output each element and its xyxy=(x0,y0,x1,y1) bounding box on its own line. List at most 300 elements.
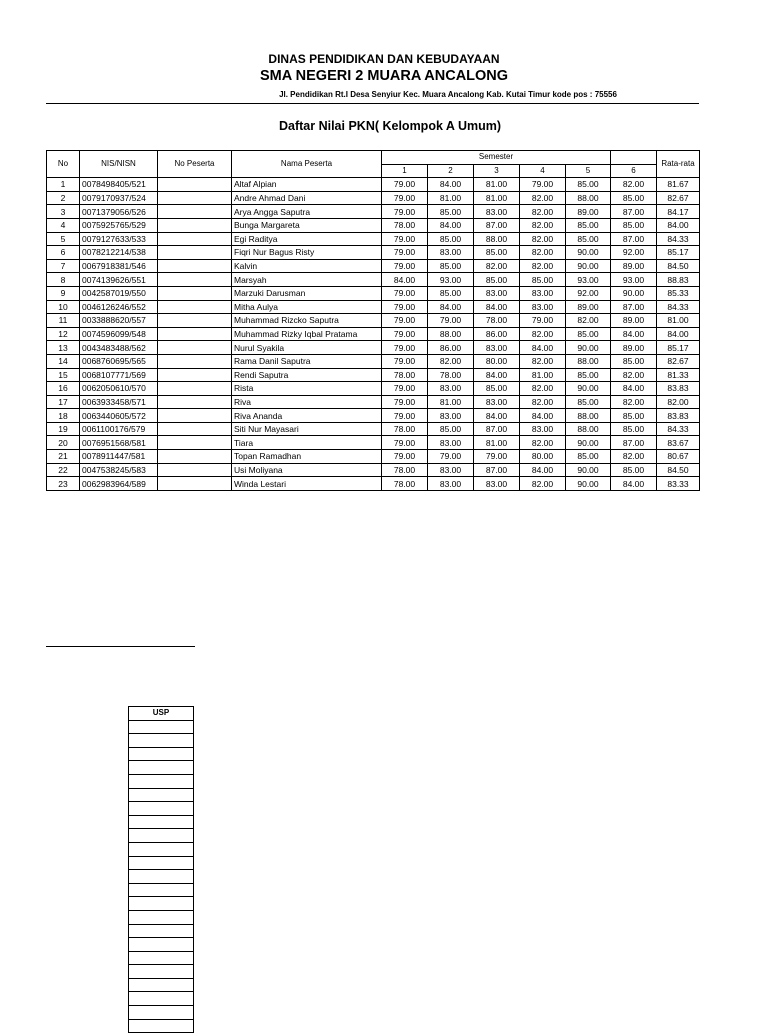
row-semester-5: 88.00 xyxy=(566,191,611,205)
usp-cell xyxy=(129,774,194,788)
table-row xyxy=(47,205,700,219)
row-semester-1: 79.00 xyxy=(382,191,428,205)
row-semester-3: 82.00 xyxy=(474,259,520,273)
row-semester-5: 90.00 xyxy=(566,341,611,355)
row-semester-2: 83.00 xyxy=(428,246,474,260)
row-rata-rata: 81.33 xyxy=(657,368,700,382)
row-no-peserta xyxy=(158,191,232,205)
row-semester-1: 79.00 xyxy=(382,327,428,341)
usp-cell xyxy=(129,788,194,802)
table-row xyxy=(47,286,700,300)
row-semester-3: 85.00 xyxy=(474,246,520,260)
row-no-peserta xyxy=(158,232,232,246)
row-no: 21 xyxy=(47,450,80,464)
row-semester-6: 87.00 xyxy=(611,232,657,246)
usp-cell xyxy=(129,1006,194,1020)
header-no: No xyxy=(47,151,80,178)
header-rata-rata: Rata-rata xyxy=(657,151,700,178)
usp-cell xyxy=(129,897,194,911)
row-semester-4: 82.00 xyxy=(520,191,566,205)
row-semester-4: 79.00 xyxy=(520,314,566,328)
row-nis: 0043483488/562 xyxy=(80,341,158,355)
row-semester-6: 89.00 xyxy=(611,259,657,273)
row-semester-2: 88.00 xyxy=(428,327,474,341)
row-semester-3: 87.00 xyxy=(474,422,520,436)
row-nama: Rista xyxy=(232,382,382,396)
row-semester-5: 88.00 xyxy=(566,409,611,423)
row-semester-3: 85.00 xyxy=(474,382,520,396)
row-rata-rata: 84.50 xyxy=(657,259,700,273)
row-semester-2: 81.00 xyxy=(428,395,474,409)
row-semester-3: 87.00 xyxy=(474,463,520,477)
row-no: 13 xyxy=(47,341,80,355)
row-semester-5: 90.00 xyxy=(566,436,611,450)
row-semester-3: 83.00 xyxy=(474,205,520,219)
row-nama: Marsyah xyxy=(232,273,382,287)
row-semester-4: 80.00 xyxy=(520,450,566,464)
row-semester-2: 78.00 xyxy=(428,368,474,382)
row-rata-rata: 82.67 xyxy=(657,354,700,368)
row-nama: Rendi Saputra xyxy=(232,368,382,382)
row-semester-5: 85.00 xyxy=(566,327,611,341)
row-semester-5: 90.00 xyxy=(566,382,611,396)
row-nis: 0078498405/521 xyxy=(80,178,158,192)
row-nama: Arya Angga Saputra xyxy=(232,205,382,219)
row-nis: 0076951568/581 xyxy=(80,436,158,450)
row-no-peserta xyxy=(158,463,232,477)
usp-cell xyxy=(129,1019,194,1033)
signature-line xyxy=(46,646,195,647)
row-semester-6: 82.00 xyxy=(611,178,657,192)
row-rata-rata: 81.00 xyxy=(657,314,700,328)
row-nama: Winda Lestari xyxy=(232,477,382,491)
header-sem-2: 2 xyxy=(428,164,474,178)
row-nama: Siti Nur Mayasari xyxy=(232,422,382,436)
row-semester-6: 82.00 xyxy=(611,395,657,409)
row-rata-rata: 84.50 xyxy=(657,463,700,477)
row-nama: Kalvin xyxy=(232,259,382,273)
row-semester-6: 93.00 xyxy=(611,273,657,287)
row-semester-6: 82.00 xyxy=(611,368,657,382)
row-semester-4: 85.00 xyxy=(520,273,566,287)
usp-row xyxy=(129,938,194,952)
usp-row xyxy=(129,992,194,1006)
row-semester-4: 82.00 xyxy=(520,259,566,273)
table-row xyxy=(47,259,700,273)
row-no-peserta xyxy=(158,368,232,382)
row-no-peserta xyxy=(158,259,232,273)
row-no-peserta xyxy=(158,395,232,409)
row-semester-5: 90.00 xyxy=(566,246,611,260)
row-semester-6: 84.00 xyxy=(611,382,657,396)
row-no: 8 xyxy=(47,273,80,287)
table-row xyxy=(47,409,700,423)
row-no-peserta xyxy=(158,341,232,355)
row-semester-2: 85.00 xyxy=(428,205,474,219)
agency-name: DINAS PENDIDIKAN DAN KEBUDAYAAN xyxy=(268,52,500,66)
row-nama: Fiqri Nur Bagus Risty xyxy=(232,246,382,260)
row-semester-4: 84.00 xyxy=(520,463,566,477)
row-semester-3: 81.00 xyxy=(474,178,520,192)
usp-row xyxy=(129,1019,194,1033)
row-rata-rata: 85.17 xyxy=(657,246,700,260)
usp-row xyxy=(129,815,194,829)
row-semester-2: 82.00 xyxy=(428,354,474,368)
table-row xyxy=(47,422,700,436)
row-no-peserta xyxy=(158,422,232,436)
row-semester-5: 85.00 xyxy=(566,218,611,232)
usp-cell xyxy=(129,910,194,924)
school-name: SMA NEGERI 2 MUARA ANCALONG xyxy=(259,68,509,84)
row-semester-5: 90.00 xyxy=(566,259,611,273)
usp-row xyxy=(129,924,194,938)
row-semester-4: 83.00 xyxy=(520,300,566,314)
row-semester-2: 84.00 xyxy=(428,218,474,232)
row-nis: 0068760695/565 xyxy=(80,354,158,368)
table-row xyxy=(47,273,700,287)
row-semester-1: 79.00 xyxy=(382,205,428,219)
row-nis: 0074139626/551 xyxy=(80,273,158,287)
row-rata-rata: 84.33 xyxy=(657,300,700,314)
usp-cell xyxy=(129,965,194,979)
usp-cell xyxy=(129,924,194,938)
row-rata-rata: 85.33 xyxy=(657,286,700,300)
row-semester-2: 84.00 xyxy=(428,300,474,314)
header-no-peserta: No Peserta xyxy=(158,151,232,178)
school-address: Jl. Pendidikan Rt.I Desa Senyiur Kec. Muara Ancalong Kab. Kutai Timur kode pos : 75556 xyxy=(279,90,617,99)
row-semester-5: 89.00 xyxy=(566,300,611,314)
row-nis: 0079170937/524 xyxy=(80,191,158,205)
row-semester-4: 82.00 xyxy=(520,205,566,219)
usp-cell xyxy=(129,829,194,843)
table-row xyxy=(47,382,700,396)
row-rata-rata: 84.17 xyxy=(657,205,700,219)
row-semester-4: 82.00 xyxy=(520,246,566,260)
row-semester-1: 79.00 xyxy=(382,395,428,409)
row-no-peserta xyxy=(158,178,232,192)
row-semester-6: 84.00 xyxy=(611,477,657,491)
header-nis: NIS/NISN xyxy=(80,151,158,178)
row-semester-2: 85.00 xyxy=(428,286,474,300)
row-semester-3: 87.00 xyxy=(474,218,520,232)
row-semester-4: 83.00 xyxy=(520,422,566,436)
row-semester-1: 78.00 xyxy=(382,422,428,436)
row-semester-5: 92.00 xyxy=(566,286,611,300)
row-semester-6: 85.00 xyxy=(611,354,657,368)
row-semester-1: 78.00 xyxy=(382,463,428,477)
row-no: 3 xyxy=(47,205,80,219)
row-no: 16 xyxy=(47,382,80,396)
row-nis: 0062983964/589 xyxy=(80,477,158,491)
row-semester-5: 93.00 xyxy=(566,273,611,287)
row-nis: 0078212214/538 xyxy=(80,246,158,260)
usp-table xyxy=(128,706,194,1033)
row-nama: Mitha Aulya xyxy=(232,300,382,314)
row-no: 1 xyxy=(47,178,80,192)
row-semester-1: 79.00 xyxy=(382,382,428,396)
row-nis: 0062050610/570 xyxy=(80,382,158,396)
row-rata-rata: 81.67 xyxy=(657,178,700,192)
row-semester-6: 89.00 xyxy=(611,341,657,355)
row-semester-3: 86.00 xyxy=(474,327,520,341)
row-nis: 0033888620/557 xyxy=(80,314,158,328)
header-sem-5: 5 xyxy=(566,164,611,178)
row-semester-4: 82.00 xyxy=(520,354,566,368)
row-nis: 0078911447/581 xyxy=(80,450,158,464)
header-nama-peserta: Nama Peserta xyxy=(232,151,382,178)
row-semester-5: 82.00 xyxy=(566,314,611,328)
row-semester-1: 79.00 xyxy=(382,246,428,260)
row-semester-4: 82.00 xyxy=(520,477,566,491)
row-semester-6: 89.00 xyxy=(611,314,657,328)
row-nama: Riva xyxy=(232,395,382,409)
table-row xyxy=(47,450,700,464)
document-title: Daftar Nilai PKN( Kelompok A Umum) xyxy=(278,119,501,133)
row-semester-5: 89.00 xyxy=(566,205,611,219)
table-row xyxy=(47,246,700,260)
row-semester-2: 83.00 xyxy=(428,409,474,423)
row-semester-4: 82.00 xyxy=(520,327,566,341)
row-semester-6: 85.00 xyxy=(611,191,657,205)
table-row xyxy=(47,218,700,232)
row-semester-3: 88.00 xyxy=(474,232,520,246)
row-semester-2: 84.00 xyxy=(428,178,474,192)
table-row xyxy=(47,354,700,368)
header-semester: Semester xyxy=(382,151,611,165)
row-semester-5: 85.00 xyxy=(566,232,611,246)
row-nama: Muhammad Rizky Iqbal Pratama xyxy=(232,327,382,341)
table-row xyxy=(47,300,700,314)
row-rata-rata: 83.83 xyxy=(657,382,700,396)
usp-cell xyxy=(129,856,194,870)
row-rata-rata: 83.33 xyxy=(657,477,700,491)
row-semester-4: 79.00 xyxy=(520,178,566,192)
usp-cell xyxy=(129,747,194,761)
row-no-peserta xyxy=(158,477,232,491)
row-nama: Usi Moliyana xyxy=(232,463,382,477)
row-semester-2: 85.00 xyxy=(428,259,474,273)
row-semester-1: 79.00 xyxy=(382,314,428,328)
row-semester-1: 79.00 xyxy=(382,450,428,464)
row-no-peserta xyxy=(158,205,232,219)
row-semester-6: 87.00 xyxy=(611,205,657,219)
row-semester-3: 80.00 xyxy=(474,354,520,368)
usp-row xyxy=(129,910,194,924)
row-nama: Bunga Margareta xyxy=(232,218,382,232)
row-semester-2: 83.00 xyxy=(428,436,474,450)
row-semester-2: 83.00 xyxy=(428,463,474,477)
header-sem-6: 6 xyxy=(611,164,657,178)
row-semester-3: 83.00 xyxy=(474,395,520,409)
row-rata-rata: 84.00 xyxy=(657,327,700,341)
row-semester-4: 82.00 xyxy=(520,395,566,409)
row-no: 15 xyxy=(47,368,80,382)
row-semester-6: 85.00 xyxy=(611,409,657,423)
row-no-peserta xyxy=(158,382,232,396)
row-nis: 0071379056/526 xyxy=(80,205,158,219)
usp-row xyxy=(129,870,194,884)
row-semester-6: 85.00 xyxy=(611,218,657,232)
row-semester-4: 82.00 xyxy=(520,436,566,450)
header-divider xyxy=(46,103,699,104)
row-semester-5: 85.00 xyxy=(566,395,611,409)
row-semester-1: 79.00 xyxy=(382,259,428,273)
usp-row xyxy=(129,978,194,992)
row-nama: Andre Ahmad Dani xyxy=(232,191,382,205)
row-rata-rata: 82.67 xyxy=(657,191,700,205)
row-semester-2: 79.00 xyxy=(428,450,474,464)
row-semester-3: 84.00 xyxy=(474,368,520,382)
table-row xyxy=(47,191,700,205)
row-semester-4: 84.00 xyxy=(520,341,566,355)
usp-cell xyxy=(129,815,194,829)
row-semester-4: 82.00 xyxy=(520,232,566,246)
usp-cell xyxy=(129,992,194,1006)
row-semester-3: 78.00 xyxy=(474,314,520,328)
usp-row xyxy=(129,897,194,911)
row-no: 20 xyxy=(47,436,80,450)
row-semester-4: 83.00 xyxy=(520,286,566,300)
row-semester-1: 78.00 xyxy=(382,218,428,232)
row-nama: Altaf Alpian xyxy=(232,178,382,192)
row-no-peserta xyxy=(158,300,232,314)
row-nama: Topan Ramadhan xyxy=(232,450,382,464)
row-nama: Marzuki Darusman xyxy=(232,286,382,300)
row-no: 4 xyxy=(47,218,80,232)
row-semester-3: 85.00 xyxy=(474,273,520,287)
row-semester-4: 82.00 xyxy=(520,382,566,396)
row-semester-1: 79.00 xyxy=(382,232,428,246)
row-nis: 0075925765/529 xyxy=(80,218,158,232)
row-semester-4: 84.00 xyxy=(520,409,566,423)
row-semester-4: 82.00 xyxy=(520,218,566,232)
row-semester-5: 90.00 xyxy=(566,477,611,491)
table-row xyxy=(47,436,700,450)
row-semester-3: 83.00 xyxy=(474,341,520,355)
row-semester-1: 79.00 xyxy=(382,178,428,192)
row-semester-6: 92.00 xyxy=(611,246,657,260)
usp-row xyxy=(129,720,194,734)
usp-cell xyxy=(129,842,194,856)
row-no: 23 xyxy=(47,477,80,491)
row-no-peserta xyxy=(158,273,232,287)
row-no-peserta xyxy=(158,246,232,260)
row-semester-6: 84.00 xyxy=(611,327,657,341)
row-semester-3: 79.00 xyxy=(474,450,520,464)
row-no-peserta xyxy=(158,286,232,300)
usp-row xyxy=(129,788,194,802)
header-sem-3: 3 xyxy=(474,164,520,178)
usp-row xyxy=(129,774,194,788)
row-semester-3: 84.00 xyxy=(474,409,520,423)
row-nis: 0063440605/572 xyxy=(80,409,158,423)
row-rata-rata: 84.00 xyxy=(657,218,700,232)
table-row xyxy=(47,232,700,246)
row-rata-rata: 84.33 xyxy=(657,422,700,436)
usp-row xyxy=(129,761,194,775)
row-semester-5: 90.00 xyxy=(566,463,611,477)
row-semester-5: 85.00 xyxy=(566,178,611,192)
table-row xyxy=(47,463,700,477)
usp-row xyxy=(129,965,194,979)
row-no: 17 xyxy=(47,395,80,409)
usp-row xyxy=(129,842,194,856)
header-sem-4: 4 xyxy=(520,164,566,178)
row-semester-1: 78.00 xyxy=(382,477,428,491)
row-nis: 0042587019/550 xyxy=(80,286,158,300)
row-semester-1: 79.00 xyxy=(382,341,428,355)
row-nis: 0063933458/571 xyxy=(80,395,158,409)
row-semester-3: 83.00 xyxy=(474,477,520,491)
row-semester-6: 85.00 xyxy=(611,422,657,436)
row-no: 7 xyxy=(47,259,80,273)
row-semester-2: 83.00 xyxy=(428,477,474,491)
row-semester-1: 84.00 xyxy=(382,273,428,287)
row-no: 19 xyxy=(47,422,80,436)
row-no: 22 xyxy=(47,463,80,477)
usp-cell xyxy=(129,802,194,816)
table-row xyxy=(47,368,700,382)
usp-cell xyxy=(129,870,194,884)
table-row xyxy=(47,477,700,491)
grades-table xyxy=(46,150,700,491)
usp-cell xyxy=(129,734,194,748)
row-no: 18 xyxy=(47,409,80,423)
row-no: 2 xyxy=(47,191,80,205)
row-semester-1: 79.00 xyxy=(382,354,428,368)
row-rata-rata: 88.83 xyxy=(657,273,700,287)
row-semester-5: 85.00 xyxy=(566,450,611,464)
row-semester-2: 79.00 xyxy=(428,314,474,328)
table-row xyxy=(47,314,700,328)
row-no: 6 xyxy=(47,246,80,260)
row-semester-2: 85.00 xyxy=(428,422,474,436)
usp-row xyxy=(129,883,194,897)
row-no-peserta xyxy=(158,450,232,464)
usp-row xyxy=(129,802,194,816)
header-sem-1: 1 xyxy=(382,164,428,178)
row-nama: Riva Ananda xyxy=(232,409,382,423)
row-semester-5: 88.00 xyxy=(566,354,611,368)
usp-cell xyxy=(129,720,194,734)
usp-cell xyxy=(129,951,194,965)
row-semester-3: 81.00 xyxy=(474,191,520,205)
row-nama: Tiara xyxy=(232,436,382,450)
row-nis: 0061100176/579 xyxy=(80,422,158,436)
row-semester-2: 81.00 xyxy=(428,191,474,205)
row-semester-6: 90.00 xyxy=(611,286,657,300)
row-semester-2: 86.00 xyxy=(428,341,474,355)
row-semester-6: 87.00 xyxy=(611,300,657,314)
row-rata-rata: 84.33 xyxy=(657,232,700,246)
row-rata-rata: 83.67 xyxy=(657,436,700,450)
row-semester-1: 79.00 xyxy=(382,286,428,300)
usp-row xyxy=(129,856,194,870)
usp-cell xyxy=(129,761,194,775)
row-semester-6: 85.00 xyxy=(611,463,657,477)
row-rata-rata: 85.17 xyxy=(657,341,700,355)
row-no: 9 xyxy=(47,286,80,300)
row-no-peserta xyxy=(158,218,232,232)
row-no-peserta xyxy=(158,436,232,450)
header-semester-spacer xyxy=(611,151,657,165)
usp-row xyxy=(129,829,194,843)
row-no-peserta xyxy=(158,327,232,341)
row-semester-2: 83.00 xyxy=(428,382,474,396)
usp-row xyxy=(129,747,194,761)
row-no: 14 xyxy=(47,354,80,368)
row-semester-6: 82.00 xyxy=(611,450,657,464)
